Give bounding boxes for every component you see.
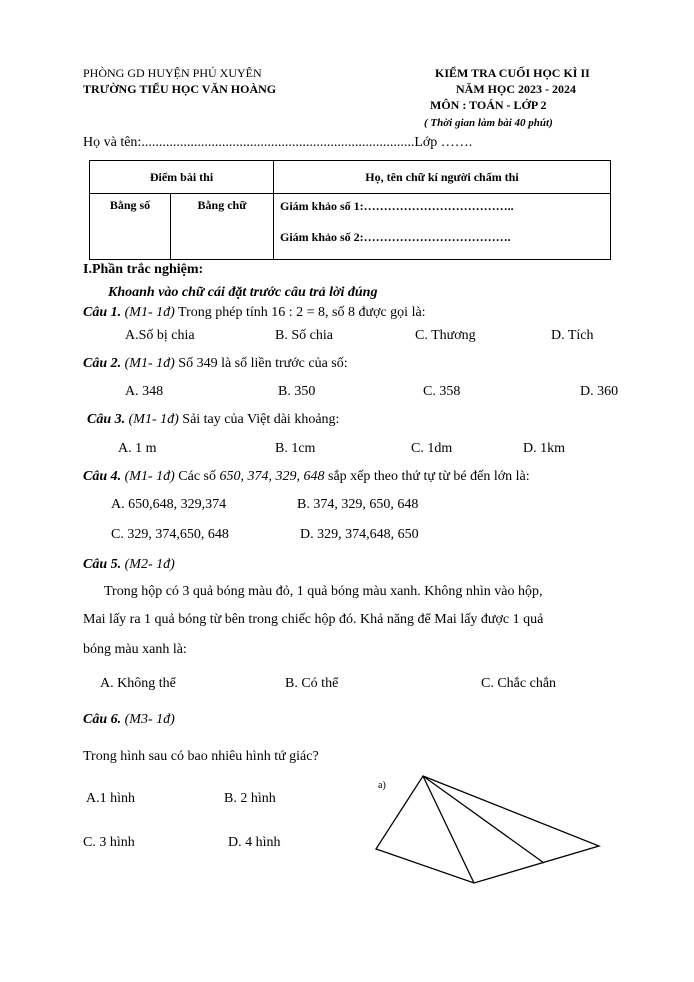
q1-text: Trong phép tính 16 : 2 = 8, số 8 được gọi là: [174,305,426,320]
q2-option-c[interactable]: C. 358 [423,384,461,399]
q5-level: (M2- 1đ) [121,557,175,572]
q4-option-d[interactable]: D. 329, 374,648, 650 [300,527,419,542]
question-2 [83,356,348,372]
q6-level: (M3- 1đ) [121,712,175,727]
exam-duration: ( Thời gian làm bài 40 phút) [424,117,553,129]
q6-option-a[interactable]: A.1 hình [86,791,135,806]
score-words-cell[interactable] [171,194,274,260]
q4-option-c[interactable]: C. 329, 374,650, 648 [111,527,229,542]
q2-option-a[interactable]: A. 348 [125,384,164,399]
q1-option-b[interactable]: B. Số chia [275,328,333,343]
school-year: NĂM HỌC 2023 - 2024 [456,82,576,96]
score-number-label: Bằng số [109,198,151,212]
q5-option-c[interactable]: C. Chắc chắn [481,676,557,691]
q5-number: Câu 5. [83,557,122,572]
q5-paragraph-1: Trong hộp có 3 quả bóng màu đỏ, 1 quả bóng màu xanh. Không nhìn vào hộp, [104,584,543,599]
examiner-1: Giám khảo số 1:……………………………….. [280,199,514,213]
q4-level: (M1- 1đ) [121,469,175,484]
quadrilateral-figure [370,770,610,890]
school-name: TRƯỜNG TIỂU HỌC VĂN HOÀNG [83,82,277,96]
q1-number: Câu 1. [83,305,122,320]
section-title: I.Phần trắc nghiệm: [83,262,204,277]
q2-level: (M1- 1đ) [121,356,175,371]
q2-number: Câu 2. [83,356,122,371]
examiner-signatures-cell[interactable] [274,194,611,260]
q4-option-a[interactable]: A. 650,648, 329,374 [111,497,227,512]
q5-paragraph-2: Mai lấy ra 1 quả bóng từ bên trong chiếc hộp đó. Khả năng để Mai lấy được 1 quả [83,612,544,627]
q1-level: (M1- 1đ) [121,305,175,320]
school-dept: PHÒNG GD HUYỆN PHÚ XUYÊN [83,66,262,80]
question-3 [87,412,339,428]
subject-grade: MÔN : TOÁN - LỚP 2 [430,98,547,112]
q3-option-c[interactable]: C. 1dm [411,441,453,456]
q4-option-b[interactable]: B. 374, 329, 650, 648 [297,497,419,512]
figure-diagonal-2 [423,776,544,863]
q4-numbers: 650, 374, 329, 648 [219,469,325,484]
q5-option-a[interactable]: A. Không thể [100,676,176,691]
question-4 [83,469,530,485]
q3-option-a[interactable]: A. 1 m [118,441,157,456]
q4-text-post: sắp xếp theo thứ tự từ bé đến lớn là: [324,469,530,484]
q6-text: Trong hình sau có bao nhiêu hình tứ giác? [83,749,319,764]
q5-paragraph-3: bóng màu xanh là: [83,642,187,657]
question-5 [83,557,175,573]
examiner-2: Giám khảo số 2:………………………………. [280,230,511,244]
q6-option-d[interactable]: D. 4 hình [228,835,281,850]
q1-option-c[interactable]: C. Thương [415,328,476,343]
q2-option-b[interactable]: B. 350 [278,384,316,399]
q5-option-b[interactable]: B. Có thể [285,676,339,691]
examiner-header: Họ, tên chữ kí người chấm thi [274,161,611,194]
q3-option-b[interactable]: B. 1cm [275,441,316,456]
section-instruction: Khoanh vào chữ cái đặt trước câu trả lời đúng [108,285,378,300]
question-1 [83,305,426,321]
q6-option-b[interactable]: B. 2 hình [224,791,276,806]
q6-number: Câu 6. [83,712,122,727]
q3-option-d[interactable]: D. 1km [523,441,565,456]
exam-title: KIỂM TRA CUỐI HỌC KÌ II [435,66,590,80]
score-words-label: Bằng chữ [197,198,247,212]
student-name-line[interactable]: Họ và tên:..............................................................................Lớp ……. [83,135,473,150]
q3-text: Sải tay của Việt dài khoảng: [178,412,340,427]
q2-option-d[interactable]: D. 360 [580,384,619,399]
figure-outline [376,776,599,883]
score-number-cell[interactable] [90,194,171,260]
score-table [89,160,611,260]
score-header: Điểm bài thi [90,161,274,194]
q1-option-a[interactable]: A.Số bị chia [125,328,195,343]
q1-option-d[interactable]: D. Tích [551,328,594,343]
q6-option-c[interactable]: C. 3 hình [83,835,135,850]
q4-number: Câu 4. [83,469,122,484]
q4-text-pre: Các số [174,469,220,484]
figure-diagonal-1 [423,776,474,883]
q3-level: (M1- 1đ) [125,412,179,427]
figure-label: a) [378,780,386,791]
q3-number: Câu 3. [87,412,126,427]
q2-text: Số 349 là số liền trước của số: [174,356,348,371]
question-6 [83,712,175,728]
